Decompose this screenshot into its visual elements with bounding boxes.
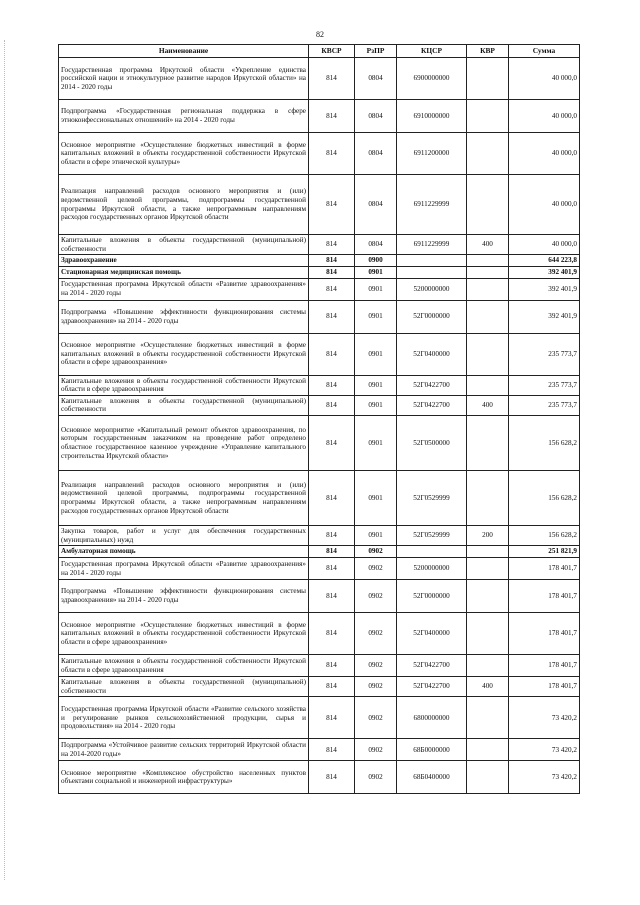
cell-kcsr: 68Б0400000 — [397, 761, 467, 794]
table-row — [59, 278, 580, 300]
cell-name: Капитальные вложения в объекты государственной (муниципальной) собственности — [59, 677, 309, 697]
cell-rzpr: 0900 — [355, 255, 397, 267]
cell-rzpr: 0902 — [355, 558, 397, 580]
cell-kvr — [467, 333, 509, 375]
cell-kvr — [467, 416, 509, 471]
header-kvsr: КВСР — [309, 45, 355, 58]
cell-kvsr: 814 — [309, 300, 355, 333]
cell-sum: 156 628,2 — [509, 526, 580, 546]
table-row — [59, 235, 580, 255]
header-sum: Сумма — [509, 45, 580, 58]
cell-rzpr: 0804 — [355, 58, 397, 100]
header-name: Наименование — [59, 45, 309, 58]
cell-sum: 235 773,7 — [509, 375, 580, 395]
cell-rzpr: 0902 — [355, 697, 397, 739]
cell-kvsr: 814 — [309, 558, 355, 580]
cell-kvsr: 814 — [309, 655, 355, 677]
cell-sum: 392 401,9 — [509, 300, 580, 333]
cell-name: Подпрограмма «Устойчивое развитие сельских территорий Иркутской области на 2014-2020 годы» — [59, 739, 309, 761]
cell-kcsr: 5200000000 — [397, 558, 467, 580]
cell-rzpr: 0901 — [355, 471, 397, 526]
table-row — [59, 580, 580, 613]
page-number: 82 — [316, 30, 324, 39]
cell-sum: 40 000,0 — [509, 58, 580, 100]
cell-kvr — [467, 58, 509, 100]
cell-kvr — [467, 697, 509, 739]
cell-kvsr: 814 — [309, 266, 355, 278]
cell-kvsr: 814 — [309, 761, 355, 794]
table-body — [59, 58, 580, 794]
cell-kcsr: 6800000000 — [397, 697, 467, 739]
cell-name: Государственная программа Иркутской области «Развитие здравоохранения» на 2014 - 2020 годы — [59, 558, 309, 580]
cell-rzpr: 0901 — [355, 333, 397, 375]
cell-name: Стационарная медицинская помощь — [59, 266, 309, 278]
cell-name: Капитальные вложения в объекты государственной собственности Иркутской области в сфере здравоохранения — [59, 375, 309, 395]
cell-kcsr — [397, 255, 467, 267]
cell-name: Государственная программа Иркутской области «Развитие здравоохранения» на 2014 - 2020 годы — [59, 278, 309, 300]
cell-rzpr: 0804 — [355, 235, 397, 255]
cell-kcsr: 52Г0422700 — [397, 655, 467, 677]
cell-sum: 251 821,9 — [509, 546, 580, 558]
cell-name: Государственная программа Иркутской области «Укрепление единства российской нации и этнокультурное развитие народов Иркутской области» на 2014 - 2020 годы — [59, 58, 309, 100]
cell-sum: 156 628,2 — [509, 471, 580, 526]
cell-kvr — [467, 739, 509, 761]
table-row — [59, 100, 580, 133]
cell-sum: 644 223,8 — [509, 255, 580, 267]
cell-sum: 156 628,2 — [509, 416, 580, 471]
cell-name: Реализация направлений расходов основного мероприятия и (или) ведомственной целевой программы, подпрограммы государственной программы Иркутской области, а также непрограммным направлениям расходов государственных органов Иркутской области — [59, 175, 309, 235]
budget-table — [58, 44, 580, 794]
cell-name: Амбулаторная помощь — [59, 546, 309, 558]
cell-kcsr: 52Г0500000 — [397, 416, 467, 471]
cell-sum: 40 000,0 — [509, 175, 580, 235]
cell-kcsr: 52Г0529999 — [397, 471, 467, 526]
cell-rzpr: 0902 — [355, 761, 397, 794]
table-row — [59, 558, 580, 580]
cell-rzpr: 0902 — [355, 580, 397, 613]
cell-kvsr: 814 — [309, 697, 355, 739]
cell-kcsr — [397, 266, 467, 278]
cell-rzpr: 0804 — [355, 175, 397, 235]
cell-kcsr: 52Г0422700 — [397, 677, 467, 697]
table-header-row — [59, 45, 580, 58]
cell-kvsr: 814 — [309, 235, 355, 255]
cell-kvsr: 814 — [309, 580, 355, 613]
cell-kvsr: 814 — [309, 133, 355, 175]
cell-kvsr: 814 — [309, 375, 355, 395]
cell-kvsr: 814 — [309, 613, 355, 655]
table-row — [59, 416, 580, 471]
cell-rzpr: 0901 — [355, 416, 397, 471]
table-row — [59, 395, 580, 415]
cell-kvr — [467, 613, 509, 655]
scan-margin-marks — [4, 40, 6, 880]
table-row — [59, 333, 580, 375]
cell-kcsr: 68Б0000000 — [397, 739, 467, 761]
cell-kcsr — [397, 546, 467, 558]
cell-sum: 73 420,2 — [509, 739, 580, 761]
cell-kvr — [467, 278, 509, 300]
cell-name: Основное мероприятие «Осуществление бюджетных инвестиций в форме капитальных вложений в объекты государственной собственности Иркутской области в сфере здравоохранения» — [59, 613, 309, 655]
cell-kcsr: 6900000000 — [397, 58, 467, 100]
cell-rzpr: 0901 — [355, 526, 397, 546]
header-kcsr: КЦСР — [397, 45, 467, 58]
cell-kvsr: 814 — [309, 58, 355, 100]
cell-name: Государственная программа Иркутской области «Развитие сельского хозяйства и регулирование рынков сельскохозяйственной продукции, сырья и продовольствия» на 2014 - 2020 годы — [59, 697, 309, 739]
cell-sum: 178 401,7 — [509, 677, 580, 697]
cell-name: Основное мероприятие «Капитальный ремонт объектов здравоохранения, по которым государственным заказчиком на проведение работ определено областное государственное казенное учреждение «Управление капитального строительства Иркутской области» — [59, 416, 309, 471]
cell-rzpr: 0901 — [355, 395, 397, 415]
cell-kvr — [467, 133, 509, 175]
cell-kvsr: 814 — [309, 471, 355, 526]
cell-name: Капитальные вложения в объекты государственной собственности Иркутской области в сфере здравоохранения — [59, 655, 309, 677]
cell-rzpr: 0901 — [355, 266, 397, 278]
cell-kvr: 200 — [467, 526, 509, 546]
cell-rzpr: 0804 — [355, 133, 397, 175]
cell-sum: 392 401,9 — [509, 266, 580, 278]
cell-rzpr: 0901 — [355, 375, 397, 395]
cell-name: Капитальные вложения в объекты государственной (муниципальной) собственности — [59, 395, 309, 415]
cell-kcsr: 52Г0422700 — [397, 375, 467, 395]
cell-kvsr: 814 — [309, 278, 355, 300]
cell-kvr — [467, 300, 509, 333]
cell-kvsr: 814 — [309, 100, 355, 133]
cell-sum: 73 420,2 — [509, 697, 580, 739]
cell-kcsr: 52Г0529999 — [397, 526, 467, 546]
cell-kcsr: 6910000000 — [397, 100, 467, 133]
cell-kvsr: 814 — [309, 416, 355, 471]
cell-kvr: 400 — [467, 235, 509, 255]
cell-sum: 235 773,7 — [509, 395, 580, 415]
cell-sum: 235 773,7 — [509, 333, 580, 375]
cell-kcsr: 5200000000 — [397, 278, 467, 300]
cell-kvsr: 814 — [309, 175, 355, 235]
cell-kvr — [467, 175, 509, 235]
cell-kvsr: 814 — [309, 677, 355, 697]
cell-kvsr: 814 — [309, 333, 355, 375]
table-row — [59, 613, 580, 655]
table-row — [59, 175, 580, 235]
cell-rzpr: 0902 — [355, 677, 397, 697]
cell-kvr — [467, 655, 509, 677]
cell-name: Основное мероприятие «Комплексное обустройство населенных пунктов объектами социальной и инженерной инфраструктуры» — [59, 761, 309, 794]
table-row — [59, 255, 580, 267]
cell-kvsr: 814 — [309, 739, 355, 761]
cell-rzpr: 0902 — [355, 655, 397, 677]
cell-sum: 40 000,0 — [509, 133, 580, 175]
cell-rzpr: 0902 — [355, 739, 397, 761]
cell-rzpr: 0804 — [355, 100, 397, 133]
cell-kcsr: 52Г0400000 — [397, 613, 467, 655]
cell-kvr — [467, 580, 509, 613]
cell-sum: 178 401,7 — [509, 613, 580, 655]
cell-kvsr: 814 — [309, 255, 355, 267]
cell-kvr: 400 — [467, 677, 509, 697]
cell-kcsr: 52Г0000000 — [397, 300, 467, 333]
cell-kvr: 400 — [467, 395, 509, 415]
cell-sum: 178 401,7 — [509, 580, 580, 613]
cell-name: Здравоохранение — [59, 255, 309, 267]
table-row — [59, 266, 580, 278]
cell-name: Капитальные вложения в объекты государственной (муниципальной) собственности — [59, 235, 309, 255]
cell-rzpr: 0902 — [355, 546, 397, 558]
table-row — [59, 546, 580, 558]
table-row — [59, 471, 580, 526]
cell-kvsr: 814 — [309, 526, 355, 546]
cell-kvsr: 814 — [309, 546, 355, 558]
cell-kvr — [467, 761, 509, 794]
cell-sum: 392 401,9 — [509, 278, 580, 300]
cell-kvsr: 814 — [309, 395, 355, 415]
table-row — [59, 677, 580, 697]
table-row — [59, 58, 580, 100]
table-row — [59, 761, 580, 794]
table-row — [59, 526, 580, 546]
table-row — [59, 375, 580, 395]
cell-kvr — [467, 266, 509, 278]
cell-kvr — [467, 558, 509, 580]
cell-kvr — [467, 546, 509, 558]
cell-name: Подпрограмма «Повышение эффективности функционирования системы здравоохранения» на 2014 - 2020 годы — [59, 300, 309, 333]
cell-name: Подпрограмма «Повышение эффективности функционирования системы здравоохранения» на 2014 - 2020 годы — [59, 580, 309, 613]
cell-kcsr: 6911229999 — [397, 235, 467, 255]
cell-kcsr: 52Г0400000 — [397, 333, 467, 375]
cell-sum: 40 000,0 — [509, 100, 580, 133]
cell-sum: 73 420,2 — [509, 761, 580, 794]
cell-rzpr: 0901 — [355, 278, 397, 300]
cell-kcsr: 6911200000 — [397, 133, 467, 175]
cell-kvr — [467, 255, 509, 267]
cell-name: Закупка товаров, работ и услуг для обеспечения государственных (муниципальных) нужд — [59, 526, 309, 546]
cell-rzpr: 0902 — [355, 613, 397, 655]
cell-name: Реализация направлений расходов основного мероприятия и (или) ведомственной целевой программы, подпрограммы государственной программы Иркутской области, а также непрограммным направлениям расходов государственных органов Иркутской области — [59, 471, 309, 526]
cell-rzpr: 0901 — [355, 300, 397, 333]
cell-kvr — [467, 375, 509, 395]
cell-name: Подпрограмма «Государственная региональная поддержка в сфере этноконфессиональных отношений» на 2014 - 2020 годы — [59, 100, 309, 133]
cell-sum: 178 401,7 — [509, 655, 580, 677]
cell-kcsr: 52Г0422700 — [397, 395, 467, 415]
cell-name: Основное мероприятие «Осуществление бюджетных инвестиций в форме капитальных вложений в объекты государственной собственности Иркутской области в сфере здравоохранения» — [59, 333, 309, 375]
table-row — [59, 697, 580, 739]
header-rzpr: РзПР — [355, 45, 397, 58]
cell-sum: 178 401,7 — [509, 558, 580, 580]
cell-name: Основное мероприятие «Осуществление бюджетных инвестиций в форме капитальных вложений в объекты государственной собственности Иркутской области в сфере этнической культуры» — [59, 133, 309, 175]
header-kvr: КВР — [467, 45, 509, 58]
table-row — [59, 300, 580, 333]
cell-kvr — [467, 471, 509, 526]
cell-kcsr: 52Г0000000 — [397, 580, 467, 613]
table-row — [59, 739, 580, 761]
cell-kcsr: 6911229999 — [397, 175, 467, 235]
cell-kvr — [467, 100, 509, 133]
table-row — [59, 655, 580, 677]
cell-sum: 40 000,0 — [509, 235, 580, 255]
table-row — [59, 133, 580, 175]
